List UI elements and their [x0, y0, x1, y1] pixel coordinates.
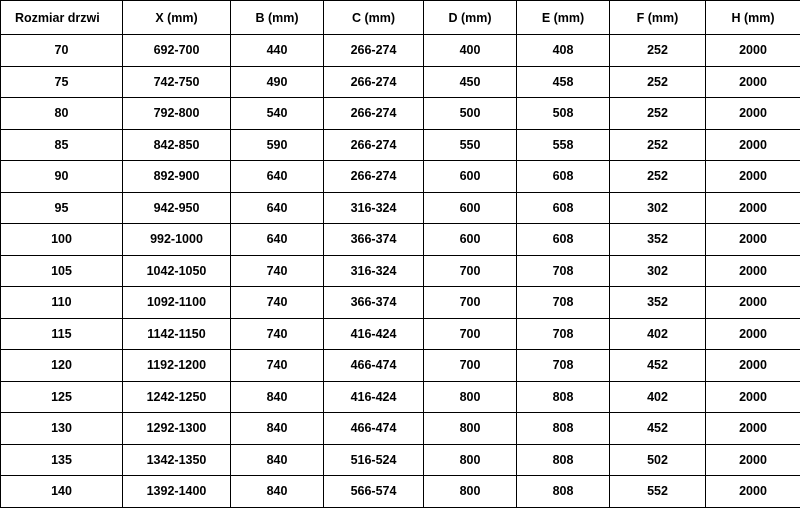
cell-b: 640	[231, 192, 324, 224]
cell-e: 808	[517, 444, 610, 476]
cell-f: 252	[610, 35, 706, 67]
cell-f: 302	[610, 192, 706, 224]
cell-e: 808	[517, 476, 610, 508]
cell-door-size: 105	[1, 255, 123, 287]
cell-f: 352	[610, 287, 706, 319]
table-row	[1, 161, 800, 193]
cell-f: 252	[610, 129, 706, 161]
cell-c: 466-474	[324, 350, 424, 382]
table-row	[1, 224, 800, 256]
table-row	[1, 35, 800, 67]
cell-x: 1242-1250	[123, 381, 231, 413]
cell-f: 252	[610, 161, 706, 193]
cell-h: 2000	[706, 287, 800, 319]
table-row	[1, 287, 800, 319]
cell-d: 800	[424, 413, 517, 445]
table-header-row	[1, 1, 800, 35]
cell-d: 600	[424, 224, 517, 256]
cell-x: 892-900	[123, 161, 231, 193]
cell-c: 416-424	[324, 381, 424, 413]
column-header-d: D (mm)	[424, 1, 517, 35]
cell-e: 458	[517, 66, 610, 98]
cell-h: 2000	[706, 413, 800, 445]
column-header-x: X (mm)	[123, 1, 231, 35]
cell-h: 2000	[706, 192, 800, 224]
cell-b: 640	[231, 161, 324, 193]
cell-f: 252	[610, 66, 706, 98]
cell-d: 800	[424, 381, 517, 413]
cell-door-size: 120	[1, 350, 123, 382]
cell-c: 266-274	[324, 35, 424, 67]
cell-e: 708	[517, 287, 610, 319]
cell-x: 1292-1300	[123, 413, 231, 445]
cell-e: 808	[517, 381, 610, 413]
cell-door-size: 75	[1, 66, 123, 98]
cell-c: 266-274	[324, 161, 424, 193]
cell-x: 1142-1150	[123, 318, 231, 350]
cell-c: 366-374	[324, 287, 424, 319]
cell-e: 508	[517, 98, 610, 130]
cell-x: 842-850	[123, 129, 231, 161]
cell-b: 740	[231, 350, 324, 382]
cell-c: 266-274	[324, 66, 424, 98]
cell-e: 558	[517, 129, 610, 161]
cell-f: 302	[610, 255, 706, 287]
cell-e: 708	[517, 255, 610, 287]
table-row	[1, 98, 800, 130]
cell-f: 402	[610, 318, 706, 350]
cell-h: 2000	[706, 129, 800, 161]
cell-door-size: 70	[1, 35, 123, 67]
cell-x: 1042-1050	[123, 255, 231, 287]
cell-x: 1342-1350	[123, 444, 231, 476]
cell-d: 600	[424, 192, 517, 224]
cell-c: 516-524	[324, 444, 424, 476]
cell-d: 700	[424, 287, 517, 319]
table-row	[1, 318, 800, 350]
cell-h: 2000	[706, 161, 800, 193]
column-header-e: E (mm)	[517, 1, 610, 35]
cell-door-size: 115	[1, 318, 123, 350]
cell-x: 1392-1400	[123, 476, 231, 508]
cell-door-size: 125	[1, 381, 123, 413]
cell-d: 550	[424, 129, 517, 161]
cell-h: 2000	[706, 98, 800, 130]
cell-f: 452	[610, 350, 706, 382]
cell-b: 840	[231, 381, 324, 413]
cell-h: 2000	[706, 476, 800, 508]
cell-x: 992-1000	[123, 224, 231, 256]
cell-d: 450	[424, 66, 517, 98]
cell-door-size: 100	[1, 224, 123, 256]
cell-e: 608	[517, 192, 610, 224]
cell-h: 2000	[706, 444, 800, 476]
cell-x: 1092-1100	[123, 287, 231, 319]
cell-h: 2000	[706, 318, 800, 350]
cell-h: 2000	[706, 350, 800, 382]
cell-h: 2000	[706, 35, 800, 67]
cell-c: 466-474	[324, 413, 424, 445]
cell-f: 502	[610, 444, 706, 476]
table-row	[1, 255, 800, 287]
cell-c: 266-274	[324, 98, 424, 130]
cell-b: 740	[231, 287, 324, 319]
cell-d: 500	[424, 98, 517, 130]
cell-c: 316-324	[324, 255, 424, 287]
cell-b: 540	[231, 98, 324, 130]
cell-b: 740	[231, 255, 324, 287]
cell-x: 742-750	[123, 66, 231, 98]
cell-d: 600	[424, 161, 517, 193]
column-header-b: B (mm)	[231, 1, 324, 35]
column-header-h: H (mm)	[706, 1, 800, 35]
cell-door-size: 90	[1, 161, 123, 193]
cell-c: 366-374	[324, 224, 424, 256]
cell-e: 608	[517, 224, 610, 256]
cell-b: 840	[231, 444, 324, 476]
table-row	[1, 413, 800, 445]
cell-door-size: 85	[1, 129, 123, 161]
cell-door-size: 135	[1, 444, 123, 476]
cell-c: 566-574	[324, 476, 424, 508]
cell-h: 2000	[706, 224, 800, 256]
cell-h: 2000	[706, 255, 800, 287]
cell-b: 840	[231, 476, 324, 508]
cell-f: 352	[610, 224, 706, 256]
cell-door-size: 110	[1, 287, 123, 319]
cell-x: 692-700	[123, 35, 231, 67]
cell-d: 800	[424, 444, 517, 476]
cell-b: 640	[231, 224, 324, 256]
column-header-c: C (mm)	[324, 1, 424, 35]
cell-c: 316-324	[324, 192, 424, 224]
cell-e: 408	[517, 35, 610, 67]
cell-door-size: 80	[1, 98, 123, 130]
table-row	[1, 444, 800, 476]
table-row	[1, 66, 800, 98]
cell-d: 800	[424, 476, 517, 508]
cell-b: 590	[231, 129, 324, 161]
cell-e: 708	[517, 318, 610, 350]
cell-b: 740	[231, 318, 324, 350]
cell-d: 700	[424, 318, 517, 350]
table-row	[1, 381, 800, 413]
cell-e: 808	[517, 413, 610, 445]
cell-door-size: 140	[1, 476, 123, 508]
cell-b: 840	[231, 413, 324, 445]
cell-b: 490	[231, 66, 324, 98]
cell-x: 942-950	[123, 192, 231, 224]
cell-door-size: 130	[1, 413, 123, 445]
cell-d: 700	[424, 255, 517, 287]
cell-h: 2000	[706, 381, 800, 413]
cell-d: 400	[424, 35, 517, 67]
cell-f: 552	[610, 476, 706, 508]
cell-f: 252	[610, 98, 706, 130]
cell-f: 452	[610, 413, 706, 445]
table-row	[1, 129, 800, 161]
column-header-door-size: Rozmiar drzwi	[1, 1, 123, 35]
table-row	[1, 476, 800, 508]
cell-e: 708	[517, 350, 610, 382]
cell-h: 2000	[706, 66, 800, 98]
table-row	[1, 350, 800, 382]
cell-x: 792-800	[123, 98, 231, 130]
cell-x: 1192-1200	[123, 350, 231, 382]
cell-e: 608	[517, 161, 610, 193]
cell-c: 266-274	[324, 129, 424, 161]
cell-b: 440	[231, 35, 324, 67]
cell-d: 700	[424, 350, 517, 382]
cell-c: 416-424	[324, 318, 424, 350]
column-header-f: F (mm)	[610, 1, 706, 35]
table-row	[1, 192, 800, 224]
cell-f: 402	[610, 381, 706, 413]
cell-door-size: 95	[1, 192, 123, 224]
